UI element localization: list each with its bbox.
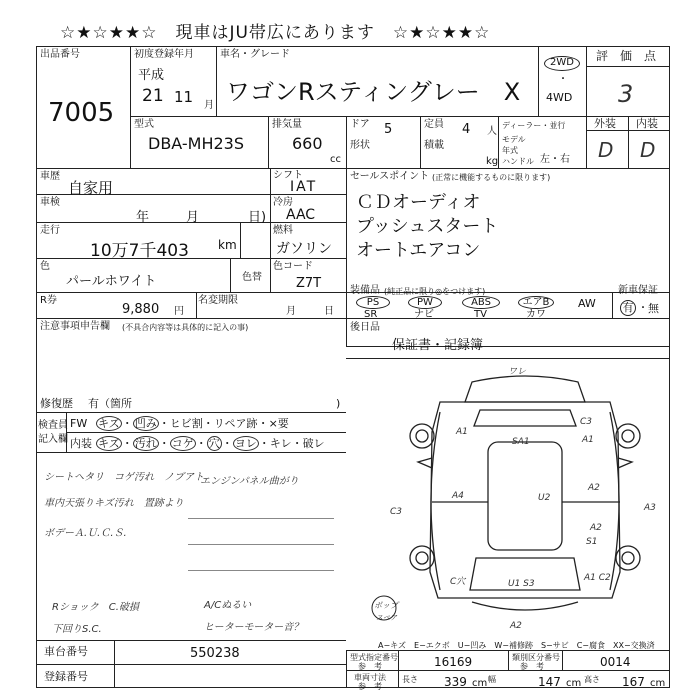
guarantee-yes: 有 [620, 300, 636, 316]
after-value: 保証書・記録簿 [392, 338, 484, 353]
width-label: 幅 [488, 675, 496, 684]
chassis-value: 550238 [190, 646, 240, 661]
guarantee-no: 無 [648, 302, 659, 315]
score-value: 3 [618, 80, 634, 108]
width-unit: cm [566, 678, 582, 689]
load-unit: kg [486, 156, 499, 167]
size-sub: 参 考 [358, 682, 382, 691]
first-reg-year: 21 [142, 86, 164, 106]
mark-a3: A3 [644, 503, 656, 513]
drive-dot: ・ [558, 74, 568, 85]
header-banner: ☆★☆★★☆ 現車はJU帯広にあります ☆★☆★★☆ [60, 23, 491, 43]
length-label: 長さ [402, 675, 418, 684]
fuel-value: ガソリン [276, 241, 332, 257]
guarantee-label: 新車保証 [618, 285, 658, 296]
repair-label: 修復歴 [40, 397, 73, 410]
fw-items: キズ ・ 凹み ・ヒビ割・リペア跡・×要 [98, 417, 289, 430]
designation-label: 型式指定番号 [350, 653, 398, 662]
equip-leather: カワ [526, 309, 546, 320]
equip-navi: ナビ [414, 309, 434, 320]
length-unit: cm [472, 678, 488, 689]
score-label: 評 価 点 [596, 49, 657, 63]
exterior-value: D [598, 138, 614, 162]
mark-c-hole: C穴 [450, 577, 466, 587]
mark-sa1: SA1 [512, 437, 530, 447]
model-year-label: モデル年式 [502, 135, 526, 155]
shape-label: 形状 [350, 140, 370, 151]
interior-insp-items: キズ ・ 汚れ ・ コゲ ・ 穴 ・ ヨレ ・キレ・破レ [98, 437, 325, 450]
sales-point-3: オートエアコン [356, 240, 481, 261]
first-reg-label: 初度登録年月 [134, 49, 194, 60]
note-6: A/Cぬるい [204, 600, 252, 611]
car-name: ワゴンRスティングレー X [226, 78, 521, 106]
inspector-label-1: 検査員 [38, 420, 68, 431]
shift-label: シフト [273, 170, 303, 181]
doors-value: 5 [384, 122, 393, 137]
equip-sr: SR [364, 309, 378, 320]
sales-point-2: プッシュスタート [356, 216, 499, 237]
shaken-label: 車検 [40, 197, 60, 208]
note-2: エンジンパネル曲がり [200, 476, 299, 487]
note-1: シートヘタリ コゲ汚れ ノブアト [44, 472, 204, 483]
equipment-label: 装備品 [350, 285, 380, 296]
load-label: 積載 [424, 140, 444, 151]
equip-aw: AW [578, 297, 596, 310]
designation-value: 16169 [434, 655, 473, 669]
color-code-value: Z7T [296, 276, 322, 291]
mark-u1s3: U1 S3 [508, 579, 535, 589]
capacity-unit: 人 [487, 126, 497, 137]
spare-label: スペア [376, 614, 397, 622]
history-label: 車歴 [40, 171, 60, 182]
note-7: 下回りS.C. [52, 624, 102, 635]
recycle-value: 9,880 [122, 302, 160, 317]
meigi-label: 名変期限 [198, 295, 238, 306]
note-5: Rショック C.破損 [52, 602, 139, 613]
mileage-unit: km [218, 238, 237, 252]
repaint-label: 色替 [242, 272, 262, 283]
mark-a2-rr: A2 [590, 523, 602, 533]
displacement-unit: cc [330, 154, 341, 165]
caution-note: (不具合内容等は具体的に記入の事) [122, 323, 249, 332]
mark-a4: A4 [452, 491, 464, 501]
note-3: 車内天張りキズ汚れ 置跡より [44, 498, 184, 509]
capacity-label: 定員 [424, 119, 444, 130]
ac-value: AAC [286, 207, 316, 223]
color-code-label: 色コード [273, 261, 313, 272]
drive-4wd: 4WD [546, 91, 573, 104]
class-sub: 参 考 [520, 662, 544, 671]
dealer-label: ディーラー・並行 [502, 121, 566, 130]
fw-dent: 凹み [134, 417, 157, 430]
equip-pw: PW [408, 296, 442, 309]
class-label: 類別区分番号 [512, 653, 560, 662]
guarantee-sep: ・ [638, 303, 648, 314]
diagram-top-label: ワレ [508, 367, 527, 377]
interior-value: D [640, 138, 656, 162]
shaken-year-unit: 年 [136, 210, 150, 225]
length-value: 339 [444, 675, 467, 689]
first-reg-month-unit: 月 [204, 100, 214, 111]
recycle-label: R券 [40, 295, 57, 306]
shift-value: IAT [290, 179, 318, 195]
mark-a2-r: A2 [588, 483, 600, 493]
mark-a1-fr: A1 [582, 435, 594, 445]
recycle-unit: 円 [174, 306, 184, 317]
first-reg-era: 平成 [138, 68, 165, 83]
model-label: 型式 [134, 119, 154, 130]
capacity-value: 4 [462, 122, 471, 137]
equip-tv: TV [474, 309, 487, 320]
equipment-note: (純正品に限り◎をつけます) [384, 287, 486, 296]
shaken-day-unit: 日) [248, 210, 267, 225]
color-label: 色 [40, 261, 50, 272]
listing-number: 7005 [48, 98, 115, 128]
repair-close: ) [336, 397, 341, 410]
sales-point-1: ＣＤオーディオ [356, 192, 481, 213]
reg-no-label: 登録番号 [44, 670, 88, 683]
color-value: パールホワイト [66, 274, 157, 289]
fw-label: FW [70, 417, 88, 430]
mileage-value: 10万7千403 [90, 241, 189, 261]
fuel-label: 燃料 [273, 225, 293, 236]
mark-c3-l: C3 [390, 507, 403, 517]
equip-ps: PS [356, 296, 390, 309]
height-unit: cm [650, 678, 666, 689]
note-8: ヒーターモーター音？ [204, 622, 304, 633]
mark-u2: U2 [538, 493, 551, 503]
caution-label: 注意事項申告欄 [40, 321, 110, 332]
ac-label: 冷房 [273, 197, 293, 208]
size-label: 車両寸法 [354, 673, 386, 682]
mark-a2-bottom: A2 [510, 621, 522, 631]
damage-legend: A−キズ E−エクボ U−凹み W−補修跡 S−サビ C−腐食 XX−交換済 [378, 641, 655, 650]
repair-value: 有（箇所 [88, 397, 132, 410]
listing-label: 出品番号 [40, 49, 80, 60]
first-reg-month: 11 [174, 88, 194, 106]
model-value: DBA-MH23S [148, 134, 245, 153]
designation-sub: 参 考 [358, 662, 382, 671]
meigi-day: 日 [324, 306, 334, 317]
sales-points-label: セールスポイント [350, 171, 430, 182]
mark-s1: S1 [586, 537, 598, 547]
after-label: 後日品 [350, 322, 380, 333]
sales-points-note: (正常に機能するものに限ります) [432, 173, 551, 182]
fw-scratch: キズ [98, 417, 120, 430]
equip-airbag: エアB [518, 296, 554, 309]
note-4: ボデーＡ.Ｕ.Ｃ.Ｓ. [44, 528, 127, 539]
shaken-month-unit: 月 [186, 210, 200, 225]
mark-c3-fr: C3 [580, 417, 593, 427]
handle-label: ハンドル [502, 157, 534, 166]
displacement-label: 排気量 [272, 119, 302, 130]
displacement-value: 660 [292, 134, 323, 153]
exterior-label: 外装 [594, 117, 616, 130]
handle-value: 左・右 [540, 154, 570, 165]
pop-label: ポップ [374, 601, 398, 610]
chassis-label: 車台番号 [44, 645, 88, 658]
mileage-label: 走行 [40, 225, 60, 236]
interior-label: 内装 [636, 117, 658, 130]
equip-abs: ABS [462, 296, 500, 309]
doors-label: ドア [350, 119, 370, 130]
height-label: 高さ [584, 675, 600, 684]
width-value: 147 [538, 675, 561, 689]
car-name-label: 車名・グレード [220, 49, 290, 60]
class-value: 0014 [600, 655, 631, 669]
history-value: 自家用 [68, 179, 114, 197]
inspector-label-2: 記入欄 [38, 434, 68, 445]
height-value: 167 [622, 675, 645, 689]
meigi-month: 月 [286, 306, 296, 317]
interior-insp-label: 内装 [70, 437, 92, 450]
mark-a1-fl: A1 [456, 427, 468, 437]
car-damage-diagram [374, 362, 670, 634]
drive-2wd: 2WD [544, 56, 580, 71]
mark-a1c2: A1 C2 [584, 573, 611, 583]
